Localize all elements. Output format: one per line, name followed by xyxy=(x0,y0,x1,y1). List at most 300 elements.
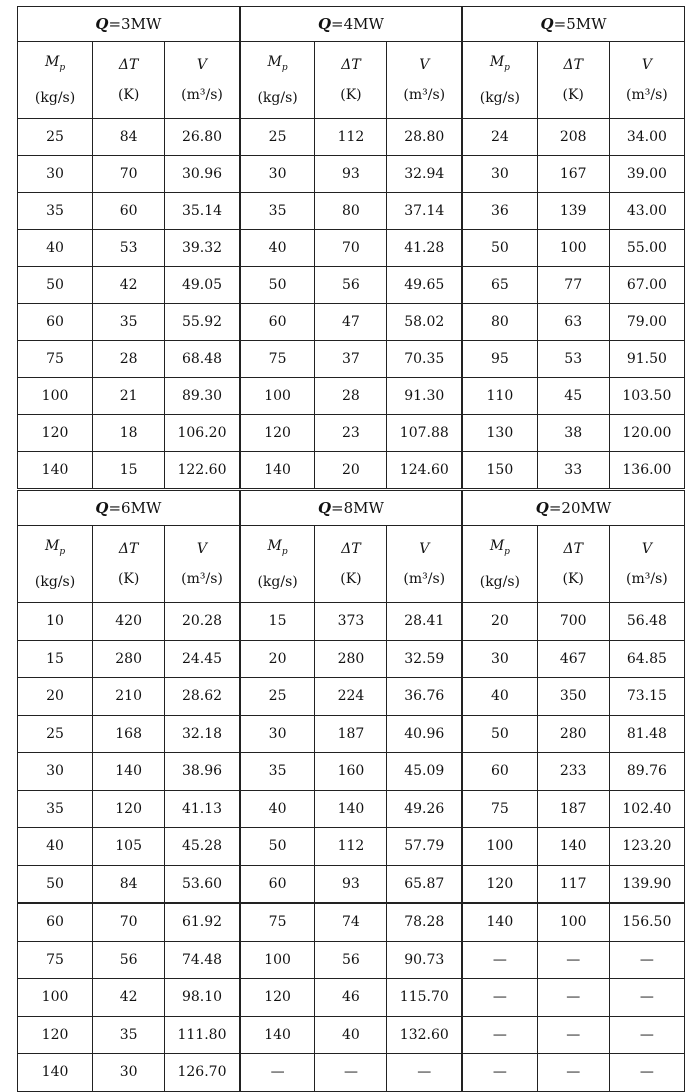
table-cell: 208 xyxy=(537,119,609,156)
table-cell: 25 xyxy=(18,119,93,156)
table-cell: 80 xyxy=(315,193,387,230)
table-cell: — xyxy=(315,1054,387,1092)
table-cell: 280 xyxy=(315,640,387,678)
table-cell: 100 xyxy=(462,828,537,866)
table-cell: 95 xyxy=(462,341,537,378)
table-cell: 15 xyxy=(240,603,315,641)
velocity-symbol: V xyxy=(196,541,208,557)
table-cell: 700 xyxy=(537,603,609,641)
velocity-unit: (m³/s) xyxy=(181,571,223,587)
table-cell: 75 xyxy=(18,341,93,378)
table-cell: 64.85 xyxy=(609,640,684,678)
table-cell: 35 xyxy=(18,790,93,828)
table-cell: 280 xyxy=(537,715,609,753)
mass-flow-symbol: $M_p$ xyxy=(267,54,288,73)
table-row xyxy=(18,1054,685,1092)
table-cell: 117 xyxy=(537,865,609,903)
q-header-cell xyxy=(18,7,240,42)
table-cell: 25 xyxy=(240,119,315,156)
mass-flow-header xyxy=(462,526,537,603)
table-cell: 20 xyxy=(18,678,93,716)
table-cell: 140 xyxy=(240,452,315,490)
table-cell: 91.50 xyxy=(609,341,684,378)
table-cell: 110 xyxy=(462,378,537,415)
velocity-symbol: V xyxy=(641,57,652,73)
table-cell: 122.60 xyxy=(165,452,240,490)
table-cell: 60 xyxy=(18,304,93,341)
table-cell: 126.70 xyxy=(165,1054,240,1092)
velocity-unit: (m³/s) xyxy=(626,571,668,587)
table-cell: 23 xyxy=(315,415,387,452)
table-cell: 20 xyxy=(462,603,537,641)
table-cell: 25 xyxy=(18,715,93,753)
table-cell: 49.05 xyxy=(165,267,240,304)
table-cell: 25 xyxy=(240,678,315,716)
table-cell: 100 xyxy=(18,979,93,1017)
table-row xyxy=(18,865,685,903)
table-cell: 50 xyxy=(240,267,315,304)
table-cell: 100 xyxy=(240,941,315,979)
table-cell: 42 xyxy=(93,267,165,304)
table-cell: 168 xyxy=(93,715,165,753)
table-cell: 112 xyxy=(315,828,387,866)
q-value: =3MW xyxy=(108,15,162,33)
mass-flow-unit: (kg/s) xyxy=(479,573,521,590)
temp-rise-header xyxy=(93,42,165,119)
q-value: =20MW xyxy=(548,499,612,517)
velocity-header xyxy=(609,526,684,603)
table-cell: 61.92 xyxy=(165,903,240,941)
table-cell: 28 xyxy=(93,341,165,378)
table-cell: 49.65 xyxy=(387,267,462,304)
mass-flow-unit: (kg/s) xyxy=(479,89,521,106)
table-cell: 167 xyxy=(537,156,609,193)
table-cell: — xyxy=(609,941,684,979)
q-header-cell xyxy=(462,7,684,42)
temp-rise-unit: (K) xyxy=(340,571,362,587)
q-value: =6MW xyxy=(108,499,162,517)
table-cell: 140 xyxy=(462,903,537,941)
temp-rise-unit: (K) xyxy=(117,87,140,103)
table-cell: 20 xyxy=(240,640,315,678)
mass-flow-unit: (kg/s) xyxy=(34,89,76,106)
velocity-unit: (m³/s) xyxy=(403,87,446,103)
table-cell: 30 xyxy=(18,156,93,193)
table-cell: 373 xyxy=(315,603,387,641)
table-cell: 120 xyxy=(240,415,315,452)
table-cell: 132.60 xyxy=(387,1016,462,1054)
table-cell: — xyxy=(387,1054,462,1092)
table-cell: 36.76 xyxy=(387,678,462,716)
table-cell: 123.20 xyxy=(609,828,684,866)
table-cell: 187 xyxy=(537,790,609,828)
table-cell: 50 xyxy=(18,865,93,903)
table-cell: 45.28 xyxy=(165,828,240,866)
velocity-header xyxy=(609,42,684,119)
table-cell: 35 xyxy=(93,304,165,341)
q-header-cell xyxy=(240,7,462,42)
temp-rise-header xyxy=(93,526,165,603)
table-row xyxy=(18,903,685,941)
table-cell: 100 xyxy=(537,903,609,941)
temp-rise-unit: (K) xyxy=(340,87,362,103)
table-cell: 112 xyxy=(315,119,387,156)
table-cell: 102.40 xyxy=(609,790,684,828)
table-cell: 40 xyxy=(240,790,315,828)
table-row xyxy=(18,119,685,156)
table-cell: 156.50 xyxy=(609,903,684,941)
temp-rise-symbol: ΔT xyxy=(563,57,583,73)
table-cell: 35 xyxy=(18,193,93,230)
table-cell: 28 xyxy=(315,378,387,415)
table-cell: 139.90 xyxy=(609,865,684,903)
velocity-symbol: V xyxy=(419,57,430,73)
table-cell: 136.00 xyxy=(609,452,684,490)
column-header-row xyxy=(18,42,685,119)
table-cell: — xyxy=(240,1054,315,1092)
table-cell: 98.10 xyxy=(165,979,240,1017)
table-cell: 70.35 xyxy=(387,341,462,378)
table-cell: 140 xyxy=(93,753,165,791)
table-cell: 467 xyxy=(537,640,609,678)
q-header-row xyxy=(18,490,685,526)
mass-flow-unit: (kg/s) xyxy=(257,89,298,106)
velocity-symbol: V xyxy=(641,541,652,557)
table-cell: 20.28 xyxy=(165,603,240,641)
table-cell: 115.70 xyxy=(387,979,462,1017)
heat-release-table xyxy=(17,6,685,1092)
table-cell: 30.96 xyxy=(165,156,240,193)
table-cell: — xyxy=(537,1016,609,1054)
table-cell: 67.00 xyxy=(609,267,684,304)
table-cell: 70 xyxy=(315,230,387,267)
table-row xyxy=(18,452,685,490)
velocity-header xyxy=(165,42,240,119)
table-cell: 140 xyxy=(537,828,609,866)
table-cell: 42 xyxy=(93,979,165,1017)
table-cell: 91.30 xyxy=(387,378,462,415)
table-cell: 26.80 xyxy=(165,119,240,156)
table-cell: 89.76 xyxy=(609,753,684,791)
table-cell: 32.18 xyxy=(165,715,240,753)
table-cell: 24 xyxy=(462,119,537,156)
table-cell: 49.26 xyxy=(387,790,462,828)
table-row xyxy=(18,790,685,828)
table-cell: 40 xyxy=(18,230,93,267)
velocity-symbol: V xyxy=(196,57,208,73)
table-cell: 100 xyxy=(18,378,93,415)
table-cell: 233 xyxy=(537,753,609,791)
table-cell: 10 xyxy=(18,603,93,641)
table-cell: 30 xyxy=(240,156,315,193)
table-cell: 160 xyxy=(315,753,387,791)
table-cell: 105 xyxy=(93,828,165,866)
table-cell: 93 xyxy=(315,865,387,903)
table-row xyxy=(18,715,685,753)
table-cell: 150 xyxy=(462,452,537,490)
table-cell: 30 xyxy=(462,640,537,678)
table-cell: 60 xyxy=(18,903,93,941)
column-header-row xyxy=(18,526,685,603)
table-cell: 74.48 xyxy=(165,941,240,979)
table-cell: 30 xyxy=(240,715,315,753)
q-header-row xyxy=(18,7,685,42)
table-cell: 35 xyxy=(240,753,315,791)
table-cell: 140 xyxy=(18,452,93,490)
q-header-cell xyxy=(18,490,240,526)
table-cell: 15 xyxy=(93,452,165,490)
temp-rise-header xyxy=(315,526,387,603)
velocity-header xyxy=(165,526,240,603)
table-cell: 35 xyxy=(93,1016,165,1054)
table-cell: 34.00 xyxy=(609,119,684,156)
table-cell: 20 xyxy=(315,452,387,490)
table-cell: 280 xyxy=(93,640,165,678)
mass-flow-header xyxy=(240,526,315,603)
temp-rise-unit: (K) xyxy=(562,87,584,103)
table-cell: 139 xyxy=(537,193,609,230)
table-cell: 103.50 xyxy=(609,378,684,415)
table-row xyxy=(18,640,685,678)
table-cell: 80 xyxy=(462,304,537,341)
temp-rise-symbol: ΔT xyxy=(341,57,361,73)
mass-flow-symbol: $M_p$ xyxy=(489,538,510,557)
table-cell: 79.00 xyxy=(609,304,684,341)
table-cell: 57.79 xyxy=(387,828,462,866)
velocity-symbol: V xyxy=(419,541,430,557)
table-cell: 28.80 xyxy=(387,119,462,156)
table-cell: — xyxy=(609,1016,684,1054)
table-cell: 40 xyxy=(462,678,537,716)
temp-rise-symbol: ΔT xyxy=(563,541,583,557)
table-cell: 40.96 xyxy=(387,715,462,753)
table-cell: 130 xyxy=(462,415,537,452)
table-cell: 124.60 xyxy=(387,452,462,490)
table-row xyxy=(18,753,685,791)
table-cell: 75 xyxy=(240,341,315,378)
table-cell: 37.14 xyxy=(387,193,462,230)
table-cell: 35 xyxy=(240,193,315,230)
table-cell: 53.60 xyxy=(165,865,240,903)
mass-flow-header xyxy=(240,42,315,119)
table-cell: 120 xyxy=(18,415,93,452)
q-symbol: Q xyxy=(317,15,332,33)
table-cell: 55.92 xyxy=(165,304,240,341)
table-cell: 50 xyxy=(240,828,315,866)
table-cell: 120 xyxy=(240,979,315,1017)
q-value: =5MW xyxy=(553,15,607,33)
temp-rise-symbol: ΔT xyxy=(118,541,139,557)
table-cell: 106.20 xyxy=(165,415,240,452)
q-symbol: Q xyxy=(540,15,554,33)
table-cell: 30 xyxy=(93,1054,165,1092)
mass-flow-header xyxy=(18,526,93,603)
table-cell: 140 xyxy=(315,790,387,828)
table-cell: 224 xyxy=(315,678,387,716)
table-cell: 63 xyxy=(537,304,609,341)
table-cell: 120.00 xyxy=(609,415,684,452)
table-cell: 53 xyxy=(93,230,165,267)
table-cell: 75 xyxy=(462,790,537,828)
table-cell: 40 xyxy=(315,1016,387,1054)
table-cell: 32.59 xyxy=(387,640,462,678)
table-cell: 39.32 xyxy=(165,230,240,267)
table-cell: 120 xyxy=(18,1016,93,1054)
table-cell: 47 xyxy=(315,304,387,341)
table-cell: 187 xyxy=(315,715,387,753)
data-table-page xyxy=(17,6,685,1092)
table-cell: 420 xyxy=(93,603,165,641)
table-row xyxy=(18,267,685,304)
table-cell: 75 xyxy=(240,903,315,941)
table-cell: 28.62 xyxy=(165,678,240,716)
table-row xyxy=(18,304,685,341)
temp-rise-header xyxy=(315,42,387,119)
table-cell: — xyxy=(537,979,609,1017)
table-cell: 56 xyxy=(315,267,387,304)
table-row xyxy=(18,378,685,415)
table-cell: 120 xyxy=(462,865,537,903)
table-row xyxy=(18,828,685,866)
table-cell: 210 xyxy=(93,678,165,716)
temp-rise-header xyxy=(537,526,609,603)
table-cell: 70 xyxy=(93,903,165,941)
table-cell: 38.96 xyxy=(165,753,240,791)
table-cell: 60 xyxy=(93,193,165,230)
table-cell: 58.02 xyxy=(387,304,462,341)
table-cell: 45.09 xyxy=(387,753,462,791)
table-cell: 33 xyxy=(537,452,609,490)
table-cell: 77 xyxy=(537,267,609,304)
table-cell: 111.80 xyxy=(165,1016,240,1054)
table-row xyxy=(18,979,685,1017)
temp-rise-unit: (K) xyxy=(117,571,140,587)
velocity-unit: (m³/s) xyxy=(403,571,446,587)
mass-flow-symbol: $M_p$ xyxy=(44,538,66,557)
table-cell: — xyxy=(462,941,537,979)
table-cell: 24.45 xyxy=(165,640,240,678)
table-cell: 43.00 xyxy=(609,193,684,230)
mass-flow-symbol: $M_p$ xyxy=(489,54,510,73)
q-symbol: Q xyxy=(95,499,109,517)
table-row xyxy=(18,230,685,267)
table-cell: 120 xyxy=(93,790,165,828)
q-header-cell xyxy=(462,490,684,526)
temp-rise-symbol: ΔT xyxy=(341,541,361,557)
table-row xyxy=(18,193,685,230)
table-cell: 56 xyxy=(315,941,387,979)
table-cell: 30 xyxy=(18,753,93,791)
velocity-unit: (m³/s) xyxy=(626,87,668,103)
table-cell: 74 xyxy=(315,903,387,941)
table-cell: 50 xyxy=(18,267,93,304)
table-row xyxy=(18,678,685,716)
table-cell: 65 xyxy=(462,267,537,304)
table-cell: 140 xyxy=(18,1054,93,1092)
table-cell: 35.14 xyxy=(165,193,240,230)
table-row xyxy=(18,1016,685,1054)
table-cell: 50 xyxy=(462,715,537,753)
table-row xyxy=(18,603,685,641)
table-cell: 38 xyxy=(537,415,609,452)
table-cell: 60 xyxy=(462,753,537,791)
table-cell: — xyxy=(537,1054,609,1092)
table-cell: 84 xyxy=(93,865,165,903)
table-row xyxy=(18,341,685,378)
table-cell: 36 xyxy=(462,193,537,230)
table-cell: 30 xyxy=(462,156,537,193)
table-cell: 21 xyxy=(93,378,165,415)
table-cell: 100 xyxy=(240,378,315,415)
q-value: =8MW xyxy=(331,499,384,517)
table-cell: — xyxy=(462,1054,537,1092)
table-cell: 39.00 xyxy=(609,156,684,193)
table-cell: 41.13 xyxy=(165,790,240,828)
velocity-header xyxy=(387,42,462,119)
q-symbol: Q xyxy=(95,15,109,33)
q-symbol: Q xyxy=(317,499,332,517)
table-cell: 32.94 xyxy=(387,156,462,193)
table-cell: 78.28 xyxy=(387,903,462,941)
table-cell: 18 xyxy=(93,415,165,452)
table-cell: 45 xyxy=(537,378,609,415)
table-cell: 90.73 xyxy=(387,941,462,979)
table-cell: 50 xyxy=(462,230,537,267)
table-cell: 81.48 xyxy=(609,715,684,753)
table-cell: 68.48 xyxy=(165,341,240,378)
table-cell: — xyxy=(537,941,609,979)
table-row xyxy=(18,156,685,193)
table-cell: 89.30 xyxy=(165,378,240,415)
table-cell: — xyxy=(462,979,537,1017)
table-cell: 350 xyxy=(537,678,609,716)
table-cell: 107.88 xyxy=(387,415,462,452)
table-cell: 53 xyxy=(537,341,609,378)
table-cell: 55.00 xyxy=(609,230,684,267)
q-symbol: Q xyxy=(535,499,549,517)
mass-flow-unit: (kg/s) xyxy=(257,573,298,590)
table-cell: 100 xyxy=(537,230,609,267)
table-cell: 60 xyxy=(240,304,315,341)
table-cell: 70 xyxy=(93,156,165,193)
mass-flow-unit: (kg/s) xyxy=(34,573,76,590)
velocity-header xyxy=(387,526,462,603)
table-cell: 40 xyxy=(240,230,315,267)
q-value: =4MW xyxy=(331,15,384,33)
table-cell: 60 xyxy=(240,865,315,903)
temp-rise-unit: (K) xyxy=(562,571,584,587)
table-cell: — xyxy=(609,1054,684,1092)
table-row xyxy=(18,941,685,979)
table-cell: 93 xyxy=(315,156,387,193)
table-cell: — xyxy=(609,979,684,1017)
table-row xyxy=(18,415,685,452)
table-cell: 37 xyxy=(315,341,387,378)
table-cell: — xyxy=(462,1016,537,1054)
table-cell: 140 xyxy=(240,1016,315,1054)
q-header-cell xyxy=(240,490,462,526)
table-cell: 73.15 xyxy=(609,678,684,716)
mass-flow-header xyxy=(462,42,537,119)
table-cell: 65.87 xyxy=(387,865,462,903)
table-cell: 40 xyxy=(18,828,93,866)
table-cell: 56.48 xyxy=(609,603,684,641)
table-body xyxy=(18,7,685,1092)
velocity-unit: (m³/s) xyxy=(181,87,223,103)
table-cell: 41.28 xyxy=(387,230,462,267)
mass-flow-header xyxy=(18,42,93,119)
table-cell: 84 xyxy=(93,119,165,156)
